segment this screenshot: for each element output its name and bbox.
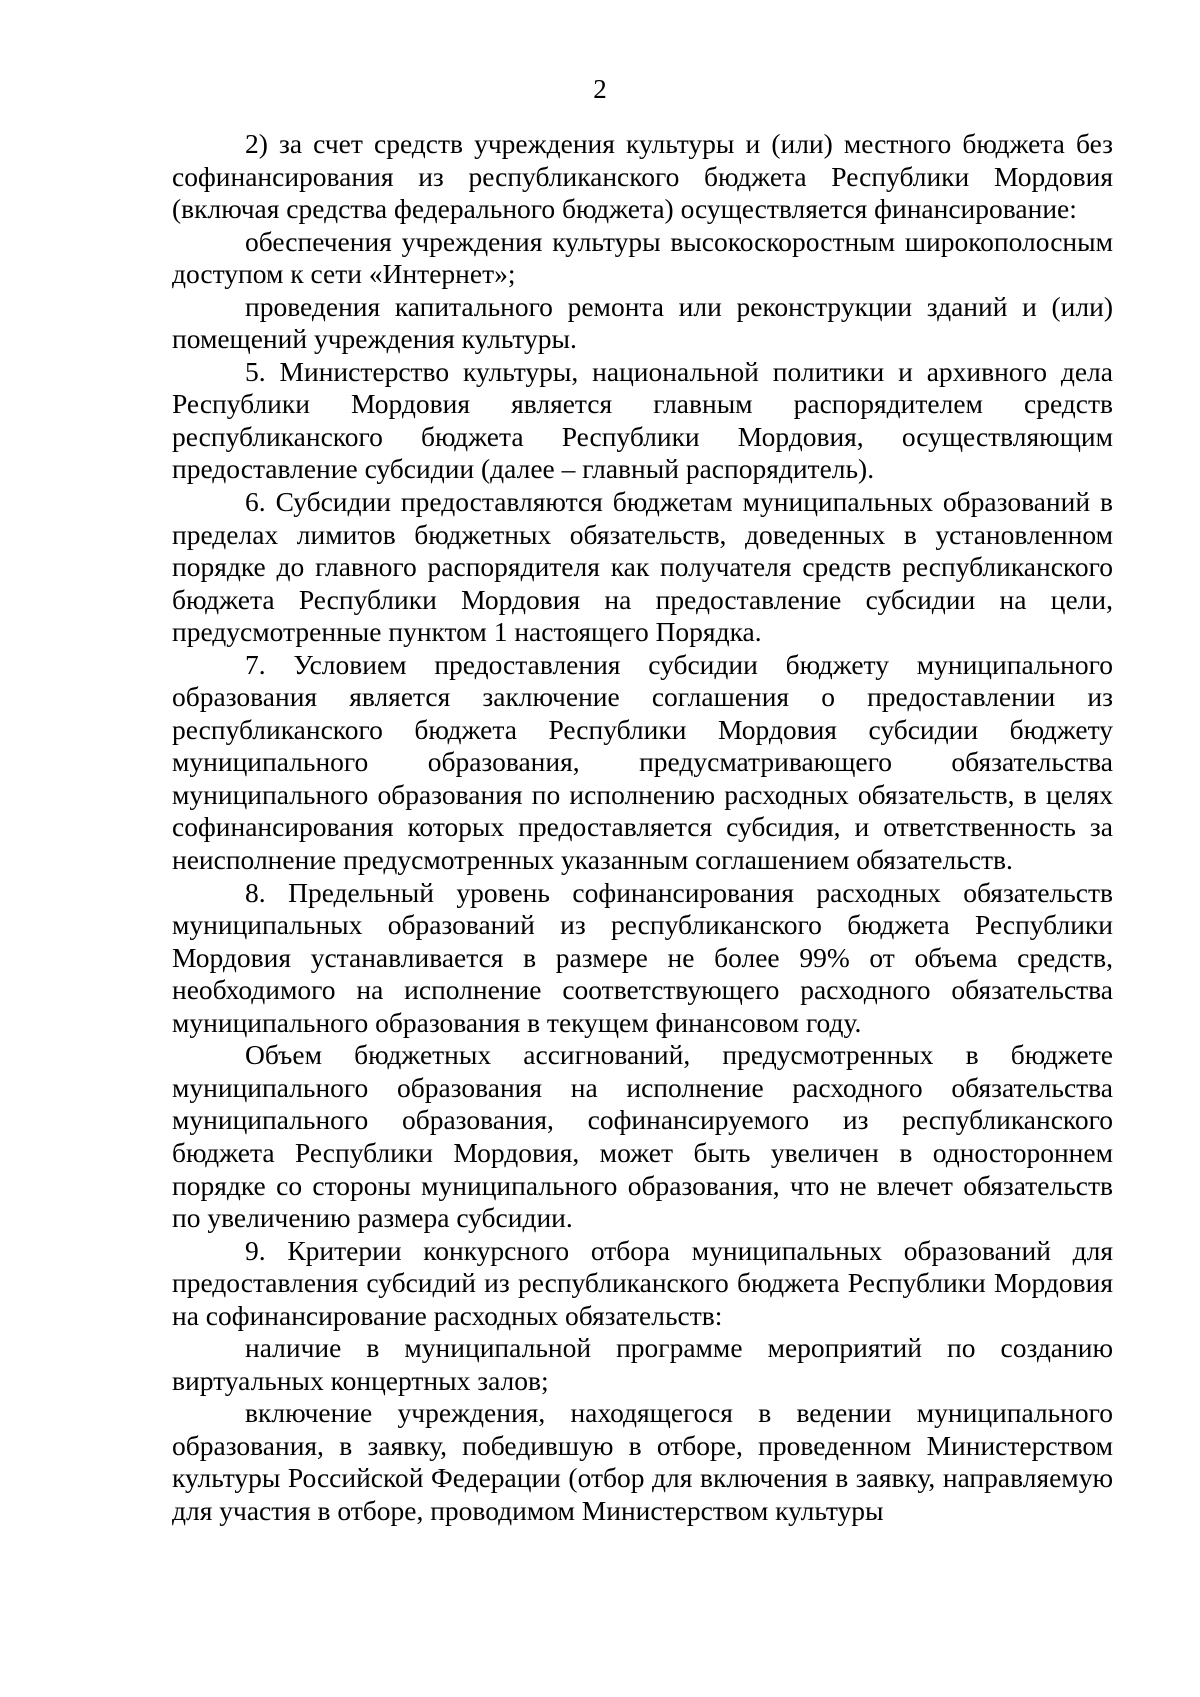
paragraph-item-2-financing: 2) за счет средств учреждения культуры и (или) местного бюджета без софинансирования из республиканского бюджета Республики Мордовия (включая средства федерального бюджета) осуществляется финансирование:	[172, 128, 1113, 225]
paragraph-clause-7: 7. Условием предоставления субсидии бюджету муниципального образования является заключение соглашения о предоставлении из республиканского бюджета Республики Мордовия субсидии бюджету муниципального образования, предусматривающего обязательства муниципального образования по исполнению расходных обязательств, в целях софинансирования которых предоставляется субсидия, и ответственность за неисполнение предусмотренных указанным соглашением обязательств.	[172, 648, 1113, 876]
paragraph-clause-8: 8. Предельный уровень софинансирования расходных обязательств муниципальных образований из республиканского бюджета Республики Мордовия устанавливается в размере не более 99% от объема средств, необходимого на исполнение соответствующего расходного обязательства муниципального образования в текущем финансовом году.	[172, 876, 1113, 1038]
paragraph-criterion-virtual-halls: наличие в муниципальной программе мероприятий по созданию виртуальных концертных залов;	[172, 1332, 1113, 1396]
paragraph-criterion-application: включение учреждения, находящегося в ведении муниципального образования, в заявку, победившую в отборе, проведенном Министерством культуры Российской Федерации (отбор для включения в заявку, направляемую для участия в отборе, проводимом Министерством культуры	[172, 1397, 1113, 1526]
document-body	[172, 128, 1113, 1528]
page-number: 2	[593, 74, 607, 104]
paragraph-clause-9: 9. Критерии конкурсного отбора муниципальных образований для предоставления субсидий из республиканского бюджета Республики Мордовия на софинансирование расходных обязательств:	[172, 1234, 1113, 1331]
paragraph-clause-5: 5. Министерство культуры, национальной политики и архивного дела Республики Мордовия является главным распорядителем средств республиканского бюджета Республики Мордовия, осуществляющим предоставление субсидии (далее – главный распорядитель).	[172, 355, 1113, 485]
paragraph-budget-allocations: Объем бюджетных ассигнований, предусмотренных в бюджете муниципального образования на исполнение расходного обязательства муниципального образования, софинансируемого из республиканского бюджета Республики Мордовия, может быть увеличен в одностороннем порядке со стороны муниципального образования, что не влечет обязательств по увеличению размера субсидии.	[172, 1039, 1113, 1234]
paragraph-capital-repair: проведения капитального ремонта или реконструкции зданий и (или) помещений учреждения культуры.	[172, 290, 1113, 355]
paragraph-clause-6: 6. Субсидии предоставляются бюджетам муниципальных образований в пределах лимитов бюджетных обязательств, доведенных в установленном порядке до главного распорядителя как получателя средств республиканского бюджета Республики Мордовия на предоставление субсидии на цели, предусмотренные пунктом 1 настоящего Порядка.	[172, 486, 1113, 648]
paragraph-internet-access: обеспечения учреждения культуры высокоскоростным широкополосным доступом к сети «Интернет»;	[172, 225, 1113, 290]
